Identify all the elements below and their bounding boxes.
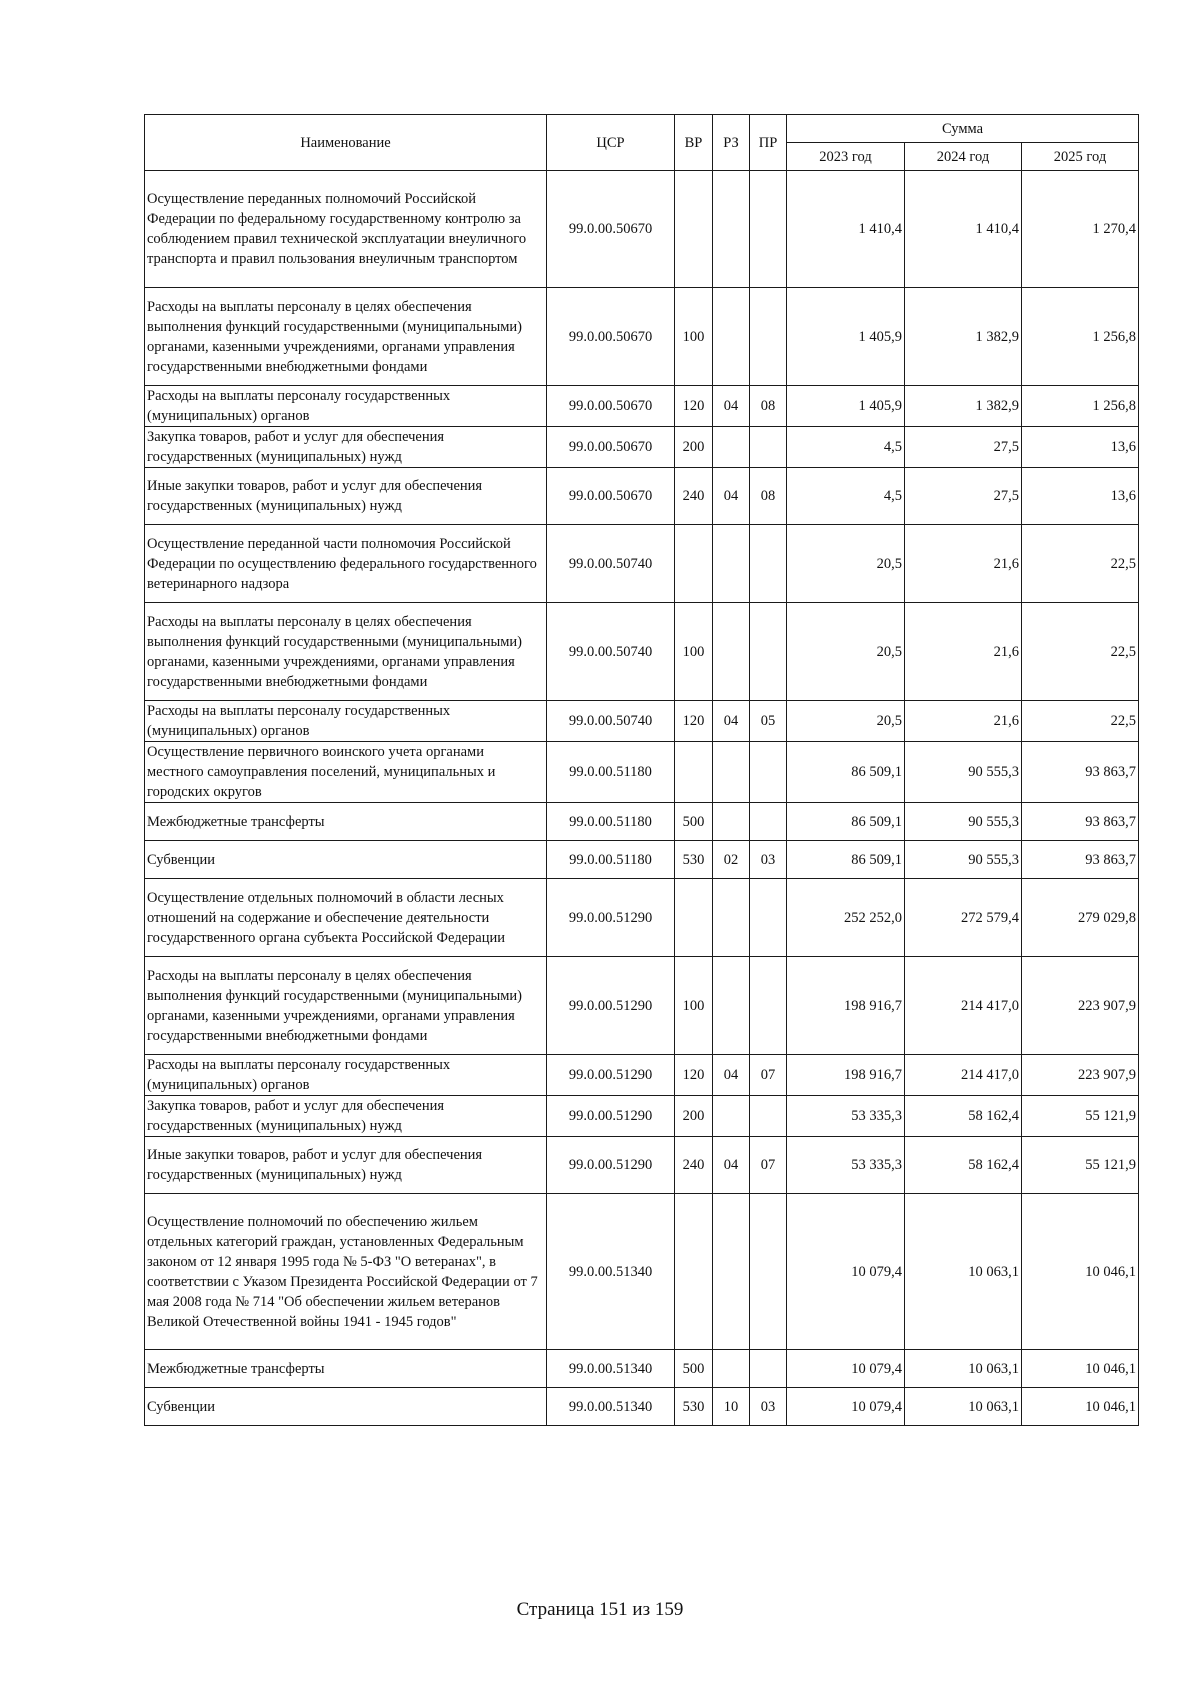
cell-vr	[675, 879, 713, 957]
cell-2023: 1 410,4	[787, 171, 905, 288]
header-year-2025: 2025 год	[1022, 143, 1139, 171]
cell-2024: 58 162,4	[905, 1096, 1022, 1137]
cell-csr: 99.0.00.50670	[547, 386, 675, 427]
table-row	[145, 171, 1139, 288]
cell-2023: 86 509,1	[787, 841, 905, 879]
cell-2024: 10 063,1	[905, 1194, 1022, 1350]
cell-2025: 55 121,9	[1022, 1096, 1139, 1137]
cell-2024: 21,6	[905, 701, 1022, 742]
cell-pr	[750, 525, 787, 603]
cell-pr: 03	[750, 1388, 787, 1426]
table-row	[145, 879, 1139, 957]
cell-vr: 100	[675, 957, 713, 1055]
cell-rz	[713, 525, 750, 603]
cell-vr: 200	[675, 427, 713, 468]
table-row	[145, 1096, 1139, 1137]
cell-2024: 90 555,3	[905, 742, 1022, 803]
cell-2025: 223 907,9	[1022, 1055, 1139, 1096]
cell-2024: 214 417,0	[905, 957, 1022, 1055]
cell-2023: 53 335,3	[787, 1096, 905, 1137]
cell-2024: 90 555,3	[905, 803, 1022, 841]
cell-vr	[675, 171, 713, 288]
cell-2023: 1 405,9	[787, 386, 905, 427]
table-row	[145, 841, 1139, 879]
budget-table	[144, 114, 1139, 1426]
cell-vr: 500	[675, 1350, 713, 1388]
cell-2023: 86 509,1	[787, 742, 905, 803]
cell-vr: 120	[675, 386, 713, 427]
cell-rz	[713, 1096, 750, 1137]
cell-vr: 120	[675, 1055, 713, 1096]
cell-rz: 02	[713, 841, 750, 879]
cell-pr: 03	[750, 841, 787, 879]
cell-2025: 10 046,1	[1022, 1350, 1139, 1388]
cell-name: Расходы на выплаты персоналу государственных (муниципальных) органов	[145, 1055, 547, 1096]
cell-vr	[675, 1194, 713, 1350]
cell-csr: 99.0.00.51290	[547, 1096, 675, 1137]
header-year-2024: 2024 год	[905, 143, 1022, 171]
cell-csr: 99.0.00.50740	[547, 603, 675, 701]
table-row	[145, 701, 1139, 742]
cell-vr: 500	[675, 803, 713, 841]
cell-rz	[713, 803, 750, 841]
cell-pr	[750, 1194, 787, 1350]
cell-2023: 10 079,4	[787, 1350, 905, 1388]
table-row	[145, 803, 1139, 841]
cell-2024: 272 579,4	[905, 879, 1022, 957]
cell-2025: 13,6	[1022, 427, 1139, 468]
cell-csr: 99.0.00.51290	[547, 879, 675, 957]
header-sum: Сумма	[787, 115, 1139, 143]
cell-rz	[713, 427, 750, 468]
table-row	[145, 386, 1139, 427]
cell-name: Закупка товаров, работ и услуг для обеспечения государственных (муниципальных) нужд	[145, 1096, 547, 1137]
table-row	[145, 1194, 1139, 1350]
table-row	[145, 525, 1139, 603]
table-header	[145, 115, 1139, 171]
cell-vr: 530	[675, 1388, 713, 1426]
cell-rz: 04	[713, 701, 750, 742]
cell-2024: 10 063,1	[905, 1350, 1022, 1388]
cell-vr: 530	[675, 841, 713, 879]
table-row	[145, 1350, 1139, 1388]
cell-name: Осуществление отдельных полномочий в области лесных отношений на содержание и обеспечение деятельности государственного органа субъекта Российской Федерации	[145, 879, 547, 957]
cell-2024: 10 063,1	[905, 1388, 1022, 1426]
cell-pr: 08	[750, 386, 787, 427]
cell-csr: 99.0.00.51180	[547, 841, 675, 879]
cell-csr: 99.0.00.51340	[547, 1194, 675, 1350]
cell-2024: 1 410,4	[905, 171, 1022, 288]
cell-2023: 198 916,7	[787, 1055, 905, 1096]
cell-name: Субвенции	[145, 841, 547, 879]
cell-csr: 99.0.00.51340	[547, 1350, 675, 1388]
cell-pr: 05	[750, 701, 787, 742]
cell-pr	[750, 742, 787, 803]
cell-rz	[713, 1350, 750, 1388]
cell-pr	[750, 427, 787, 468]
cell-2023: 53 335,3	[787, 1137, 905, 1194]
cell-pr	[750, 879, 787, 957]
table-row	[145, 468, 1139, 525]
cell-vr: 100	[675, 603, 713, 701]
cell-name: Расходы на выплаты персоналу государственных (муниципальных) органов	[145, 386, 547, 427]
header-vr: ВР	[675, 115, 713, 171]
cell-vr: 120	[675, 701, 713, 742]
cell-2023: 20,5	[787, 603, 905, 701]
cell-name: Осуществление полномочий по обеспечению жильем отдельных категорий граждан, установленных Федеральным законом от 12 января 1995 года № 5-ФЗ "О ветеранах", в соответствии с Указом Президента Российской Федерации от 7 мая 2008 года № 714 "Об обеспечении жильем ветеранов Великой Отечественной войны 1941 - 1945 годов"	[145, 1194, 547, 1350]
cell-name: Субвенции	[145, 1388, 547, 1426]
cell-csr: 99.0.00.50670	[547, 427, 675, 468]
cell-vr: 200	[675, 1096, 713, 1137]
cell-pr: 07	[750, 1055, 787, 1096]
cell-2023: 86 509,1	[787, 803, 905, 841]
cell-pr	[750, 171, 787, 288]
cell-rz: 10	[713, 1388, 750, 1426]
cell-name: Расходы на выплаты персоналу государственных (муниципальных) органов	[145, 701, 547, 742]
cell-2023: 198 916,7	[787, 957, 905, 1055]
header-pr: ПР	[750, 115, 787, 171]
cell-csr: 99.0.00.51290	[547, 1137, 675, 1194]
cell-2024: 214 417,0	[905, 1055, 1022, 1096]
cell-2024: 1 382,9	[905, 288, 1022, 386]
cell-csr: 99.0.00.51290	[547, 1055, 675, 1096]
cell-2025: 22,5	[1022, 525, 1139, 603]
cell-2025: 55 121,9	[1022, 1137, 1139, 1194]
cell-name: Осуществление первичного воинского учета органами местного самоуправления поселений, муниципальных и городских округов	[145, 742, 547, 803]
cell-2024: 58 162,4	[905, 1137, 1022, 1194]
table-row	[145, 427, 1139, 468]
cell-2024: 90 555,3	[905, 841, 1022, 879]
cell-2024: 1 382,9	[905, 386, 1022, 427]
cell-2023: 20,5	[787, 525, 905, 603]
cell-vr: 240	[675, 1137, 713, 1194]
cell-2023: 4,5	[787, 468, 905, 525]
cell-pr: 08	[750, 468, 787, 525]
cell-2024: 27,5	[905, 468, 1022, 525]
cell-2023: 10 079,4	[787, 1388, 905, 1426]
cell-2025: 1 270,4	[1022, 171, 1139, 288]
header-rz: РЗ	[713, 115, 750, 171]
cell-name: Осуществление переданной части полномочия Российской Федерации по осуществлению федерального государственного ветеринарного надзора	[145, 525, 547, 603]
cell-vr	[675, 525, 713, 603]
cell-name: Осуществление переданных полномочий Российской Федерации по федеральному государственному контролю за соблюдением правил технической эксплуатации внеуличного транспорта и правил пользования внеуличным транспортом	[145, 171, 547, 288]
cell-name: Иные закупки товаров, работ и услуг для обеспечения государственных (муниципальных) нужд	[145, 468, 547, 525]
cell-2025: 22,5	[1022, 603, 1139, 701]
cell-pr	[750, 803, 787, 841]
cell-csr: 99.0.00.50740	[547, 701, 675, 742]
cell-rz	[713, 879, 750, 957]
table-row	[145, 742, 1139, 803]
cell-name: Межбюджетные трансферты	[145, 1350, 547, 1388]
cell-2025: 1 256,8	[1022, 386, 1139, 427]
cell-vr	[675, 742, 713, 803]
cell-name: Закупка товаров, работ и услуг для обеспечения государственных (муниципальных) нужд	[145, 427, 547, 468]
table-row	[145, 957, 1139, 1055]
cell-pr	[750, 957, 787, 1055]
cell-2023: 10 079,4	[787, 1194, 905, 1350]
cell-rz	[713, 742, 750, 803]
cell-vr: 100	[675, 288, 713, 386]
cell-name: Расходы на выплаты персоналу в целях обеспечения выполнения функций государственными (муниципальными) органами, казенными учреждениями, органами управления государственными внебюджетными фондами	[145, 288, 547, 386]
cell-2023: 252 252,0	[787, 879, 905, 957]
cell-2025: 10 046,1	[1022, 1388, 1139, 1426]
cell-csr: 99.0.00.51180	[547, 742, 675, 803]
cell-name: Иные закупки товаров, работ и услуг для обеспечения государственных (муниципальных) нужд	[145, 1137, 547, 1194]
cell-2023: 1 405,9	[787, 288, 905, 386]
cell-csr: 99.0.00.51180	[547, 803, 675, 841]
cell-name: Межбюджетные трансферты	[145, 803, 547, 841]
cell-csr: 99.0.00.51290	[547, 957, 675, 1055]
header-year-2023: 2023 год	[787, 143, 905, 171]
cell-pr	[750, 1350, 787, 1388]
cell-2024: 21,6	[905, 525, 1022, 603]
cell-csr: 99.0.00.50740	[547, 525, 675, 603]
header-name: Наименование	[145, 115, 547, 171]
table-row	[145, 1388, 1139, 1426]
cell-rz: 04	[713, 468, 750, 525]
cell-2023: 4,5	[787, 427, 905, 468]
cell-2025: 13,6	[1022, 468, 1139, 525]
cell-rz	[713, 288, 750, 386]
cell-rz: 04	[713, 1137, 750, 1194]
cell-rz	[713, 603, 750, 701]
cell-csr: 99.0.00.51340	[547, 1388, 675, 1426]
cell-pr	[750, 288, 787, 386]
cell-rz: 04	[713, 386, 750, 427]
table-row	[145, 1055, 1139, 1096]
cell-name: Расходы на выплаты персоналу в целях обеспечения выполнения функций государственными (муниципальными) органами, казенными учреждениями, органами управления государственными внебюджетными фондами	[145, 603, 547, 701]
cell-rz	[713, 957, 750, 1055]
cell-name: Расходы на выплаты персоналу в целях обеспечения выполнения функций государственными (муниципальными) органами, казенными учреждениями, органами управления государственными внебюджетными фондами	[145, 957, 547, 1055]
cell-2025: 93 863,7	[1022, 803, 1139, 841]
cell-2024: 21,6	[905, 603, 1022, 701]
cell-rz	[713, 171, 750, 288]
cell-csr: 99.0.00.50670	[547, 468, 675, 525]
table-row	[145, 288, 1139, 386]
cell-2023: 20,5	[787, 701, 905, 742]
cell-2025: 10 046,1	[1022, 1194, 1139, 1350]
cell-csr: 99.0.00.50670	[547, 171, 675, 288]
cell-vr: 240	[675, 468, 713, 525]
cell-2025: 93 863,7	[1022, 841, 1139, 879]
cell-2024: 27,5	[905, 427, 1022, 468]
cell-2025: 279 029,8	[1022, 879, 1139, 957]
cell-rz	[713, 1194, 750, 1350]
cell-2025: 93 863,7	[1022, 742, 1139, 803]
table-body	[145, 171, 1139, 1426]
table-row	[145, 1137, 1139, 1194]
cell-2025: 1 256,8	[1022, 288, 1139, 386]
cell-pr	[750, 1096, 787, 1137]
cell-2025: 22,5	[1022, 701, 1139, 742]
table-row	[145, 603, 1139, 701]
cell-rz: 04	[713, 1055, 750, 1096]
cell-2025: 223 907,9	[1022, 957, 1139, 1055]
cell-pr: 07	[750, 1137, 787, 1194]
header-csr: ЦСР	[547, 115, 675, 171]
cell-pr	[750, 603, 787, 701]
page-number: Страница 151 из 159	[516, 1599, 684, 1620]
cell-csr: 99.0.00.50670	[547, 288, 675, 386]
